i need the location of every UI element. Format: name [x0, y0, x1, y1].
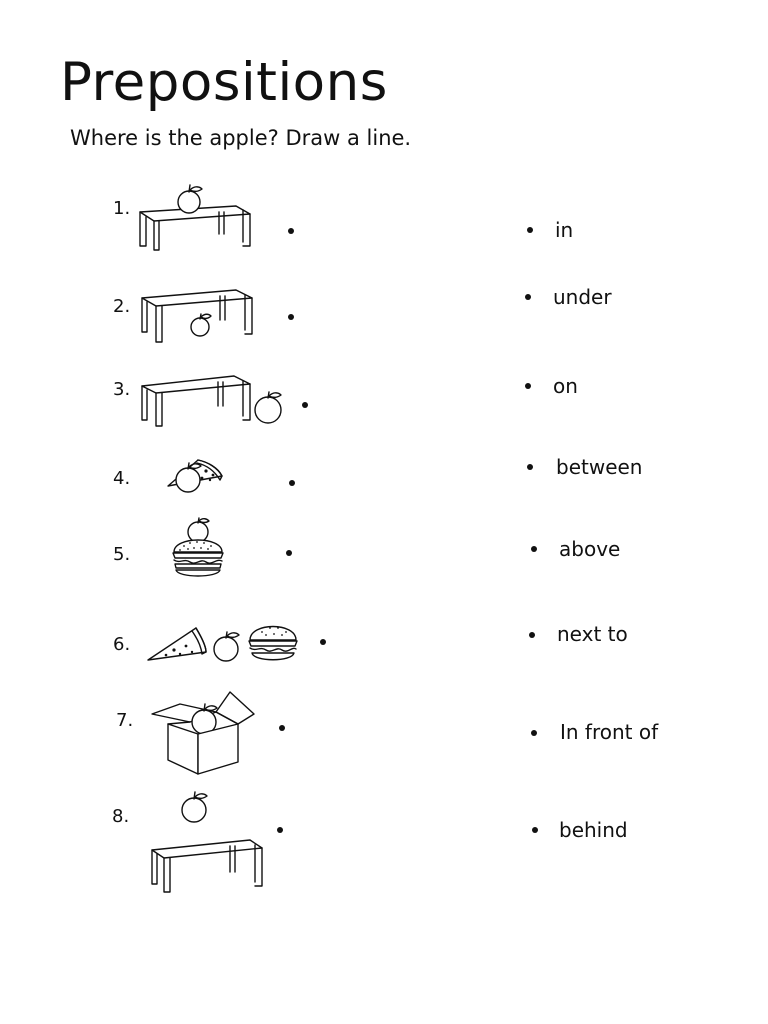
option-in: in — [555, 218, 574, 242]
apple-on-table-icon — [136, 184, 256, 264]
option-dot-in[interactable] — [527, 227, 533, 233]
item-4-dot[interactable] — [289, 480, 295, 486]
apple-behind-burger-icon — [170, 518, 228, 582]
option-on: on — [553, 374, 578, 398]
item-6-dot[interactable] — [320, 639, 326, 645]
item-number-3: 3. — [113, 379, 131, 400]
item-5-dot[interactable] — [286, 550, 292, 556]
option-in-front-of: In front of — [560, 720, 659, 744]
option-dot-between[interactable] — [527, 464, 533, 470]
instruction-text: Where is the apple? Draw a line. — [70, 126, 412, 150]
option-under: under — [553, 285, 612, 309]
option-dot-next-to[interactable] — [529, 632, 535, 638]
item-1-dot[interactable] — [288, 228, 294, 234]
apple-in-front-of-pizza-icon — [162, 456, 228, 496]
apple-in-box-icon — [150, 688, 258, 778]
item-number-7: 7. — [116, 710, 134, 731]
option-dot-on[interactable] — [525, 383, 531, 389]
item-2-dot[interactable] — [288, 314, 294, 320]
option-dot-under[interactable] — [525, 294, 531, 300]
item-number-4: 4. — [113, 468, 131, 489]
item-number-6: 6. — [113, 634, 131, 655]
option-dot-above[interactable] — [531, 546, 537, 552]
page-title: Prepositions — [60, 52, 388, 113]
item-number-8: 8. — [112, 806, 130, 827]
option-dot-in-front-of[interactable] — [531, 730, 537, 736]
apple-between-pizza-and-burger-icon — [144, 616, 304, 666]
apple-next-to-table-icon — [138, 372, 288, 430]
option-next-to: next to — [557, 622, 628, 646]
item-number-1: 1. — [113, 198, 131, 219]
item-7-dot[interactable] — [279, 725, 285, 731]
item-number-5: 5. — [113, 544, 131, 565]
item-3-dot[interactable] — [302, 402, 308, 408]
option-between: between — [556, 455, 643, 479]
apple-under-table-icon — [140, 284, 260, 352]
option-behind: behind — [559, 818, 628, 842]
item-8-dot[interactable] — [277, 827, 283, 833]
option-dot-behind[interactable] — [532, 827, 538, 833]
item-number-2: 2. — [113, 296, 131, 317]
option-above: above — [559, 537, 621, 561]
apple-above-table-icon — [148, 788, 268, 896]
